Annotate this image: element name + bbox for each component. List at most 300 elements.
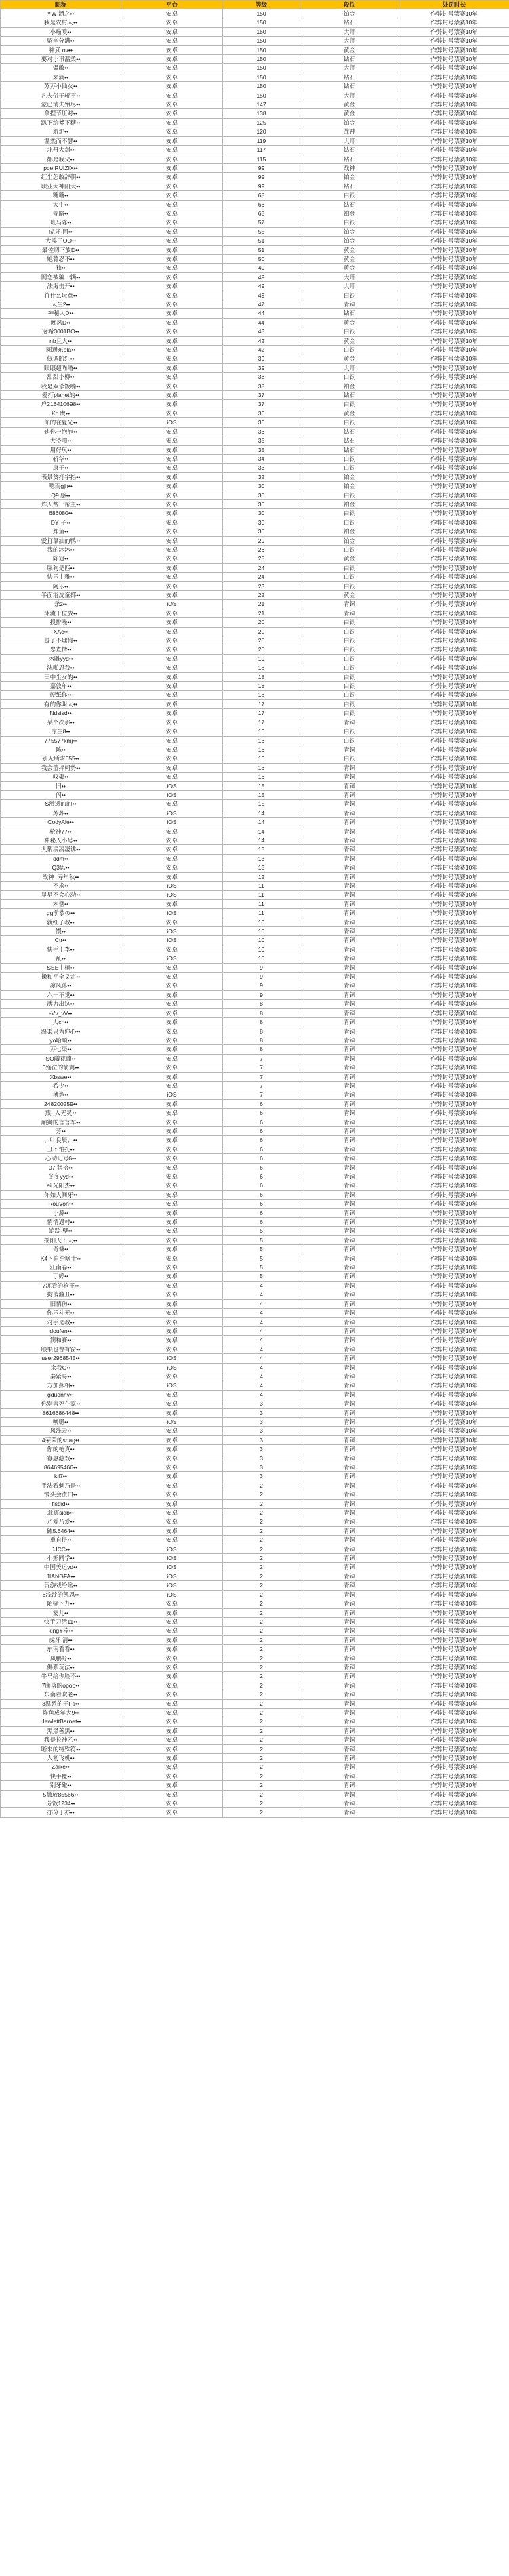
cell-platform: 安卓 — [121, 1145, 223, 1153]
cell-level: 10 — [223, 945, 300, 954]
cell-level: 11 — [223, 882, 300, 891]
cell-level: 3 — [223, 1408, 300, 1417]
cell-level: 6 — [223, 1136, 300, 1145]
cell-rank: 青铜 — [300, 1699, 399, 1708]
cell-platform: 安卓 — [121, 1627, 223, 1635]
cell-level: 22 — [223, 591, 300, 600]
cell-platform: 安卓 — [121, 1608, 223, 1617]
cell-rank: 青铜 — [300, 1472, 399, 1481]
cell-nickname: 小熊同学•• — [1, 1554, 121, 1563]
cell-level: 30 — [223, 509, 300, 518]
cell-rank: 钻石 — [300, 155, 399, 163]
cell-platform: 安卓 — [121, 973, 223, 981]
cell-nickname: 虎牙-阿•• — [1, 227, 121, 236]
cell-rank: 青铜 — [300, 1581, 399, 1590]
cell-level: 3 — [223, 1463, 300, 1472]
cell-penalty: 作弊封号禁赛10年 — [399, 527, 509, 536]
cell-nickname: 圆通东ola•• — [1, 346, 121, 354]
table-row — [1, 191, 509, 200]
cell-penalty: 作弊封号禁赛10年 — [399, 209, 509, 218]
cell-penalty: 作弊封号禁赛10年 — [399, 773, 509, 781]
cell-rank: 钻石 — [300, 436, 399, 445]
cell-platform: 安卓 — [121, 1099, 223, 1108]
table-row — [1, 1090, 509, 1099]
cell-rank: 青铜 — [300, 1399, 399, 1408]
cell-rank: 大师 — [300, 64, 399, 73]
cell-platform: 安卓 — [121, 691, 223, 699]
cell-nickname: 方加燕相•• — [1, 1381, 121, 1390]
cell-level: 117 — [223, 146, 300, 155]
cell-platform: 安卓 — [121, 1427, 223, 1435]
cell-platform: 安卓 — [121, 1263, 223, 1272]
cell-rank: 白银 — [300, 754, 399, 763]
cell-rank: 青铜 — [300, 1245, 399, 1254]
cell-penalty: 作弊封号禁赛10年 — [399, 727, 509, 736]
cell-rank: 青铜 — [300, 1208, 399, 1217]
cell-penalty: 作弊封号禁赛10年 — [399, 1363, 509, 1372]
cell-level: 21 — [223, 600, 300, 609]
cell-level: 8 — [223, 1008, 300, 1017]
cell-platform: 安卓 — [121, 963, 223, 972]
cell-rank: 白银 — [300, 682, 399, 691]
cell-nickname: 你如人间牙•• — [1, 1190, 121, 1199]
cell-rank: 白银 — [300, 518, 399, 527]
cell-rank: 白银 — [300, 654, 399, 663]
cell-platform: 安卓 — [121, 382, 223, 390]
cell-platform: 安卓 — [121, 363, 223, 372]
cell-rank: 白银 — [300, 618, 399, 627]
cell-rank: 青铜 — [300, 836, 399, 844]
cell-level: 26 — [223, 545, 300, 554]
cell-platform: 安卓 — [121, 1599, 223, 1608]
cell-platform: 安卓 — [121, 1118, 223, 1126]
cell-nickname: 我是双杀饭嘴•• — [1, 382, 121, 390]
table-row — [1, 545, 509, 554]
cell-rank: 青铜 — [300, 1326, 399, 1335]
cell-level: 15 — [223, 800, 300, 809]
cell-level: 4 — [223, 1299, 300, 1308]
cell-platform: 安卓 — [121, 609, 223, 617]
cell-penalty: 作弊封号禁赛10年 — [399, 245, 509, 254]
cell-penalty: 作弊封号禁赛10年 — [399, 809, 509, 817]
cell-rank: 大师 — [300, 282, 399, 291]
cell-platform: 安卓 — [121, 427, 223, 436]
cell-platform: 安卓 — [121, 1036, 223, 1044]
cell-rank: 青铜 — [300, 1045, 399, 1054]
cell-platform: 安卓 — [121, 1726, 223, 1735]
cell-penalty: 作弊封号禁赛10年 — [399, 1299, 509, 1308]
cell-penalty: 作弊封号禁赛10年 — [399, 1227, 509, 1235]
table-row — [1, 318, 509, 327]
table-row — [1, 518, 509, 527]
cell-nickname: RouVon•• — [1, 1200, 121, 1208]
cell-rank: 钻石 — [300, 182, 399, 190]
cell-nickname: 叹渠•• — [1, 773, 121, 781]
cell-rank: 青铜 — [300, 1408, 399, 1417]
cell-level: 2 — [223, 1681, 300, 1690]
cell-platform: iOS — [121, 1381, 223, 1390]
cell-rank: 青铜 — [300, 718, 399, 727]
cell-level: 24 — [223, 563, 300, 572]
cell-rank: 青铜 — [300, 1454, 399, 1463]
table-row — [1, 27, 509, 36]
cell-level: 2 — [223, 1599, 300, 1608]
cell-rank: 白银 — [300, 191, 399, 200]
cell-penalty: 作弊封号禁赛10年 — [399, 1481, 509, 1490]
cell-nickname: 温柔只为你心•• — [1, 1027, 121, 1036]
cell-penalty: 作弊封号禁赛10年 — [399, 1036, 509, 1044]
cell-platform: 安卓 — [121, 91, 223, 100]
cell-level: 38 — [223, 382, 300, 390]
cell-rank: 白银 — [300, 636, 399, 645]
table-row — [1, 809, 509, 817]
cell-platform: 安卓 — [121, 863, 223, 872]
cell-rank: 钻石 — [300, 18, 399, 27]
cell-platform: 安卓 — [121, 1326, 223, 1335]
table-row — [1, 854, 509, 863]
cell-penalty: 作弊封号禁赛10年 — [399, 663, 509, 672]
cell-rank: 青铜 — [300, 1744, 399, 1753]
cell-rank: 青铜 — [300, 1381, 399, 1390]
cell-nickname: 颠狮的言言车•• — [1, 1118, 121, 1126]
cell-nickname: 686080•• — [1, 509, 121, 518]
cell-platform: 安卓 — [121, 354, 223, 363]
cell-platform: 安卓 — [121, 318, 223, 327]
cell-platform: 安卓 — [121, 218, 223, 227]
cell-penalty: 作弊封号禁赛10年 — [399, 200, 509, 209]
cell-level: 32 — [223, 472, 300, 481]
cell-rank: 青铜 — [300, 1154, 399, 1163]
cell-penalty: 作弊封号禁赛10年 — [399, 300, 509, 309]
cell-level: 2 — [223, 1772, 300, 1780]
cell-penalty: 作弊封号禁赛10年 — [399, 1581, 509, 1590]
cell-nickname: 留辛分满•• — [1, 37, 121, 45]
table-row — [1, 264, 509, 272]
cell-rank: 青铜 — [300, 1599, 399, 1608]
cell-platform: 安卓 — [121, 682, 223, 691]
cell-platform: 安卓 — [121, 1272, 223, 1281]
cell-nickname: 拿捏节压对•• — [1, 109, 121, 118]
cell-level: 99 — [223, 173, 300, 182]
cell-nickname: 玩游戏给啥•• — [1, 1581, 121, 1590]
cell-level: 4 — [223, 1326, 300, 1335]
cell-penalty: 作弊封号禁赛10年 — [399, 1590, 509, 1599]
cell-level: 8 — [223, 1018, 300, 1027]
cell-platform: iOS — [121, 600, 223, 609]
cell-nickname: 某个次那•• — [1, 718, 121, 727]
cell-level: 6 — [223, 1145, 300, 1153]
table-row — [1, 1190, 509, 1199]
cell-platform: 安卓 — [121, 1336, 223, 1345]
table-row — [1, 1590, 509, 1599]
table-row — [1, 1145, 509, 1153]
table-row — [1, 536, 509, 545]
cell-penalty: 作弊封号禁赛10年 — [399, 82, 509, 91]
table-row — [1, 1635, 509, 1644]
cell-nickname: 摇阳天下天•• — [1, 1235, 121, 1244]
cell-penalty: 作弊封号禁赛10年 — [399, 1427, 509, 1435]
table-row — [1, 227, 509, 236]
cell-nickname: nb且大•• — [1, 336, 121, 345]
cell-nickname: 苏七渠•• — [1, 1045, 121, 1054]
cell-nickname: SEE丨植•• — [1, 963, 121, 972]
cell-nickname: 六一不觉•• — [1, 990, 121, 999]
cell-nickname: 陈•• — [1, 745, 121, 754]
cell-nickname: 硬纸你•• — [1, 691, 121, 699]
cell-penalty: 作弊封号禁赛10年 — [399, 163, 509, 172]
table-row — [1, 1245, 509, 1254]
cell-nickname: 红尘怎敢辞朝•• — [1, 173, 121, 182]
cell-level: 9 — [223, 990, 300, 999]
cell-nickname: 最佐切下放D•• — [1, 245, 121, 254]
cell-rank: 白银 — [300, 581, 399, 590]
cell-nickname: -Vv_vV•• — [1, 1008, 121, 1017]
table-row — [1, 1000, 509, 1008]
cell-rank: 青铜 — [300, 1163, 399, 1172]
table-row — [1, 1118, 509, 1126]
cell-nickname: 追踪-壁•• — [1, 1227, 121, 1235]
cell-level: 18 — [223, 663, 300, 672]
cell-nickname: kingY棒•• — [1, 1627, 121, 1635]
cell-nickname: 温柔而不瑟•• — [1, 136, 121, 145]
table-row — [1, 1736, 509, 1744]
table-row — [1, 973, 509, 981]
table-row — [1, 1390, 509, 1399]
cell-penalty: 作弊封号禁赛10年 — [399, 64, 509, 73]
cell-platform: 安卓 — [121, 1517, 223, 1526]
cell-platform: 安卓 — [121, 73, 223, 81]
cell-rank: 青铜 — [300, 600, 399, 609]
cell-rank: 青铜 — [300, 1463, 399, 1472]
cell-platform: 安卓 — [121, 1181, 223, 1190]
table-row — [1, 1645, 509, 1654]
cell-penalty: 作弊封号禁赛10年 — [399, 1563, 509, 1572]
cell-penalty: 作弊封号禁赛10年 — [399, 1726, 509, 1735]
cell-nickname: JIANGFA•• — [1, 1572, 121, 1580]
cell-penalty: 作弊封号禁赛10年 — [399, 627, 509, 636]
cell-level: 4 — [223, 1309, 300, 1317]
table-row — [1, 1627, 509, 1635]
table-row — [1, 118, 509, 127]
cell-penalty: 作弊封号禁赛10年 — [399, 1290, 509, 1299]
table-row — [1, 945, 509, 954]
cell-platform: 安卓 — [121, 773, 223, 781]
cell-penalty: 作弊封号禁赛10年 — [399, 291, 509, 300]
cell-rank: 白银 — [300, 699, 399, 708]
cell-level: 2 — [223, 1808, 300, 1817]
cell-penalty: 作弊封号禁赛10年 — [399, 91, 509, 100]
cell-platform: 安卓 — [121, 191, 223, 200]
cell-platform: 安卓 — [121, 645, 223, 654]
cell-level: 120 — [223, 127, 300, 136]
cell-level: 49 — [223, 282, 300, 291]
cell-level: 11 — [223, 899, 300, 908]
cell-penalty: 作弊封号禁赛10年 — [399, 1781, 509, 1790]
cell-penalty: 作弊封号禁赛10年 — [399, 745, 509, 754]
cell-platform: 安卓 — [121, 1172, 223, 1181]
cell-penalty: 作弊封号禁赛10年 — [399, 509, 509, 518]
cell-nickname: 6殇泣的箭翼•• — [1, 1063, 121, 1072]
cell-penalty: 作弊封号禁赛10年 — [399, 1681, 509, 1690]
table-row — [1, 1272, 509, 1281]
cell-platform: 安卓 — [121, 136, 223, 145]
table-row — [1, 37, 509, 45]
cell-nickname: 丁婷•• — [1, 1272, 121, 1281]
cell-nickname: 你乐斗无•• — [1, 1309, 121, 1317]
cell-penalty: 作弊封号禁赛10年 — [399, 182, 509, 190]
cell-level: 150 — [223, 82, 300, 91]
table-row — [1, 409, 509, 417]
cell-platform: 安卓 — [121, 1754, 223, 1763]
cell-platform: 安卓 — [121, 1136, 223, 1145]
cell-nickname: 凤鹏野•• — [1, 1654, 121, 1662]
cell-platform: 安卓 — [121, 1635, 223, 1644]
cell-level: 4 — [223, 1363, 300, 1372]
cell-rank: 青铜 — [300, 1608, 399, 1617]
cell-level: 6 — [223, 1190, 300, 1199]
cell-platform: iOS — [121, 1563, 223, 1572]
table-row — [1, 1126, 509, 1135]
cell-nickname: 凉生8•• — [1, 727, 121, 736]
cell-level: 2 — [223, 1563, 300, 1572]
cell-platform: 安卓 — [121, 155, 223, 163]
cell-level: 2 — [223, 1645, 300, 1654]
cell-rank: 青铜 — [300, 1736, 399, 1744]
cell-platform: 安卓 — [121, 1390, 223, 1399]
cell-level: 3 — [223, 1417, 300, 1426]
cell-rank: 白银 — [300, 491, 399, 499]
table-row — [1, 636, 509, 645]
cell-penalty: 作弊封号禁赛10年 — [399, 536, 509, 545]
cell-platform: 安卓 — [121, 9, 223, 18]
cell-platform: 安卓 — [121, 400, 223, 409]
cell-platform: 安卓 — [121, 336, 223, 345]
cell-rank: 青铜 — [300, 1526, 399, 1535]
cell-platform: 安卓 — [121, 163, 223, 172]
table-row — [1, 300, 509, 309]
cell-level: 65 — [223, 209, 300, 218]
cell-rank: 青铜 — [300, 1627, 399, 1635]
cell-level: 14 — [223, 827, 300, 836]
table-row — [1, 1726, 509, 1735]
cell-penalty: 作弊封号禁赛10年 — [399, 1662, 509, 1671]
cell-platform: 安卓 — [121, 1200, 223, 1208]
cell-penalty: 作弊封号禁赛10年 — [399, 1109, 509, 1118]
cell-penalty: 作弊封号禁赛10年 — [399, 1154, 509, 1163]
cell-penalty: 作弊封号禁赛10年 — [399, 1545, 509, 1553]
cell-nickname: 她菁忍不•• — [1, 254, 121, 263]
cell-rank: 青铜 — [300, 1263, 399, 1272]
cell-rank: 青铜 — [300, 1099, 399, 1108]
cell-level: 3 — [223, 1472, 300, 1481]
cell-nickname: 北离sidb•• — [1, 1509, 121, 1517]
cell-platform: 安卓 — [121, 37, 223, 45]
cell-level: 37 — [223, 400, 300, 409]
cell-rank: 黄金 — [300, 336, 399, 345]
cell-penalty: 作弊封号禁赛10年 — [399, 1408, 509, 1417]
cell-penalty: 作弊封号禁赛10年 — [399, 55, 509, 64]
cell-nickname: 馒•• — [1, 927, 121, 936]
table-row — [1, 1445, 509, 1454]
cell-level: 15 — [223, 790, 300, 799]
cell-level: 10 — [223, 936, 300, 945]
cell-rank: 青铜 — [300, 827, 399, 836]
cell-level: 16 — [223, 727, 300, 736]
cell-penalty: 作弊封号禁赛10年 — [399, 136, 509, 145]
cell-nickname: 神秘人小号•• — [1, 836, 121, 844]
cell-nickname: 芳饭1234•• — [1, 1799, 121, 1808]
cell-nickname: 我的沐沐•• — [1, 545, 121, 554]
cell-nickname: DY·子•• — [1, 518, 121, 527]
cell-level: 2 — [223, 1744, 300, 1753]
cell-nickname: 冬冬yyd•• — [1, 1172, 121, 1181]
cell-nickname: 宴儿•• — [1, 1608, 121, 1617]
cell-nickname: 户216410698•• — [1, 400, 121, 409]
cell-platform: 安卓 — [121, 1208, 223, 1217]
cell-platform: 安卓 — [121, 464, 223, 472]
cell-platform: 安卓 — [121, 1027, 223, 1036]
cell-nickname: 航炉•• — [1, 127, 121, 136]
cell-rank: 白银 — [300, 418, 399, 427]
table-row — [1, 654, 509, 663]
cell-nickname: 狗傻滥丑•• — [1, 1290, 121, 1299]
table-row — [1, 963, 509, 972]
cell-level: 7 — [223, 1090, 300, 1099]
cell-penalty: 作弊封号禁赛10年 — [399, 1799, 509, 1808]
table-row — [1, 18, 509, 27]
table-row — [1, 1054, 509, 1063]
cell-penalty: 作弊封号禁赛10年 — [399, 973, 509, 981]
cell-penalty: 作弊封号禁赛10年 — [399, 1172, 509, 1181]
cell-penalty: 作弊封号禁赛10年 — [399, 45, 509, 54]
cell-rank: 白银 — [300, 464, 399, 472]
table-row — [1, 363, 509, 372]
cell-rank: 青铜 — [300, 918, 399, 926]
cell-penalty: 作弊封号禁赛10年 — [399, 1608, 509, 1617]
table-row — [1, 427, 509, 436]
cell-rank: 白银 — [300, 545, 399, 554]
cell-platform: 安卓 — [121, 182, 223, 190]
cell-nickname: 唤嗯•• — [1, 1417, 121, 1426]
cell-rank: 钻石 — [300, 82, 399, 91]
cell-platform: 安卓 — [121, 1772, 223, 1780]
cell-nickname: 大爷啪•• — [1, 436, 121, 445]
cell-level: 4 — [223, 1372, 300, 1381]
table-row — [1, 245, 509, 254]
cell-rank: 青铜 — [300, 1754, 399, 1763]
cell-rank: 青铜 — [300, 954, 399, 963]
cell-penalty: 作弊封号禁赛10年 — [399, 482, 509, 491]
cell-nickname: 07.猪拾•• — [1, 1163, 121, 1172]
cell-level: 13 — [223, 854, 300, 863]
cell-rank: 青铜 — [300, 1726, 399, 1735]
cell-level: 2 — [223, 1554, 300, 1563]
cell-nickname: ai.光阳杰•• — [1, 1181, 121, 1190]
cell-level: 10 — [223, 918, 300, 926]
cell-level: 150 — [223, 18, 300, 27]
cell-platform: 安卓 — [121, 709, 223, 718]
cell-nickname: 康子•• — [1, 464, 121, 472]
table-row — [1, 573, 509, 581]
cell-platform: iOS — [121, 1545, 223, 1553]
cell-rank: 青铜 — [300, 1517, 399, 1526]
cell-rank: 青铜 — [300, 1372, 399, 1381]
cell-penalty: 作弊封号禁赛10年 — [399, 27, 509, 36]
cell-platform: 安卓 — [121, 1654, 223, 1662]
cell-platform: 安卓 — [121, 499, 223, 508]
cell-rank: 白银 — [300, 327, 399, 336]
cell-nickname: 神秘人D•• — [1, 309, 121, 318]
